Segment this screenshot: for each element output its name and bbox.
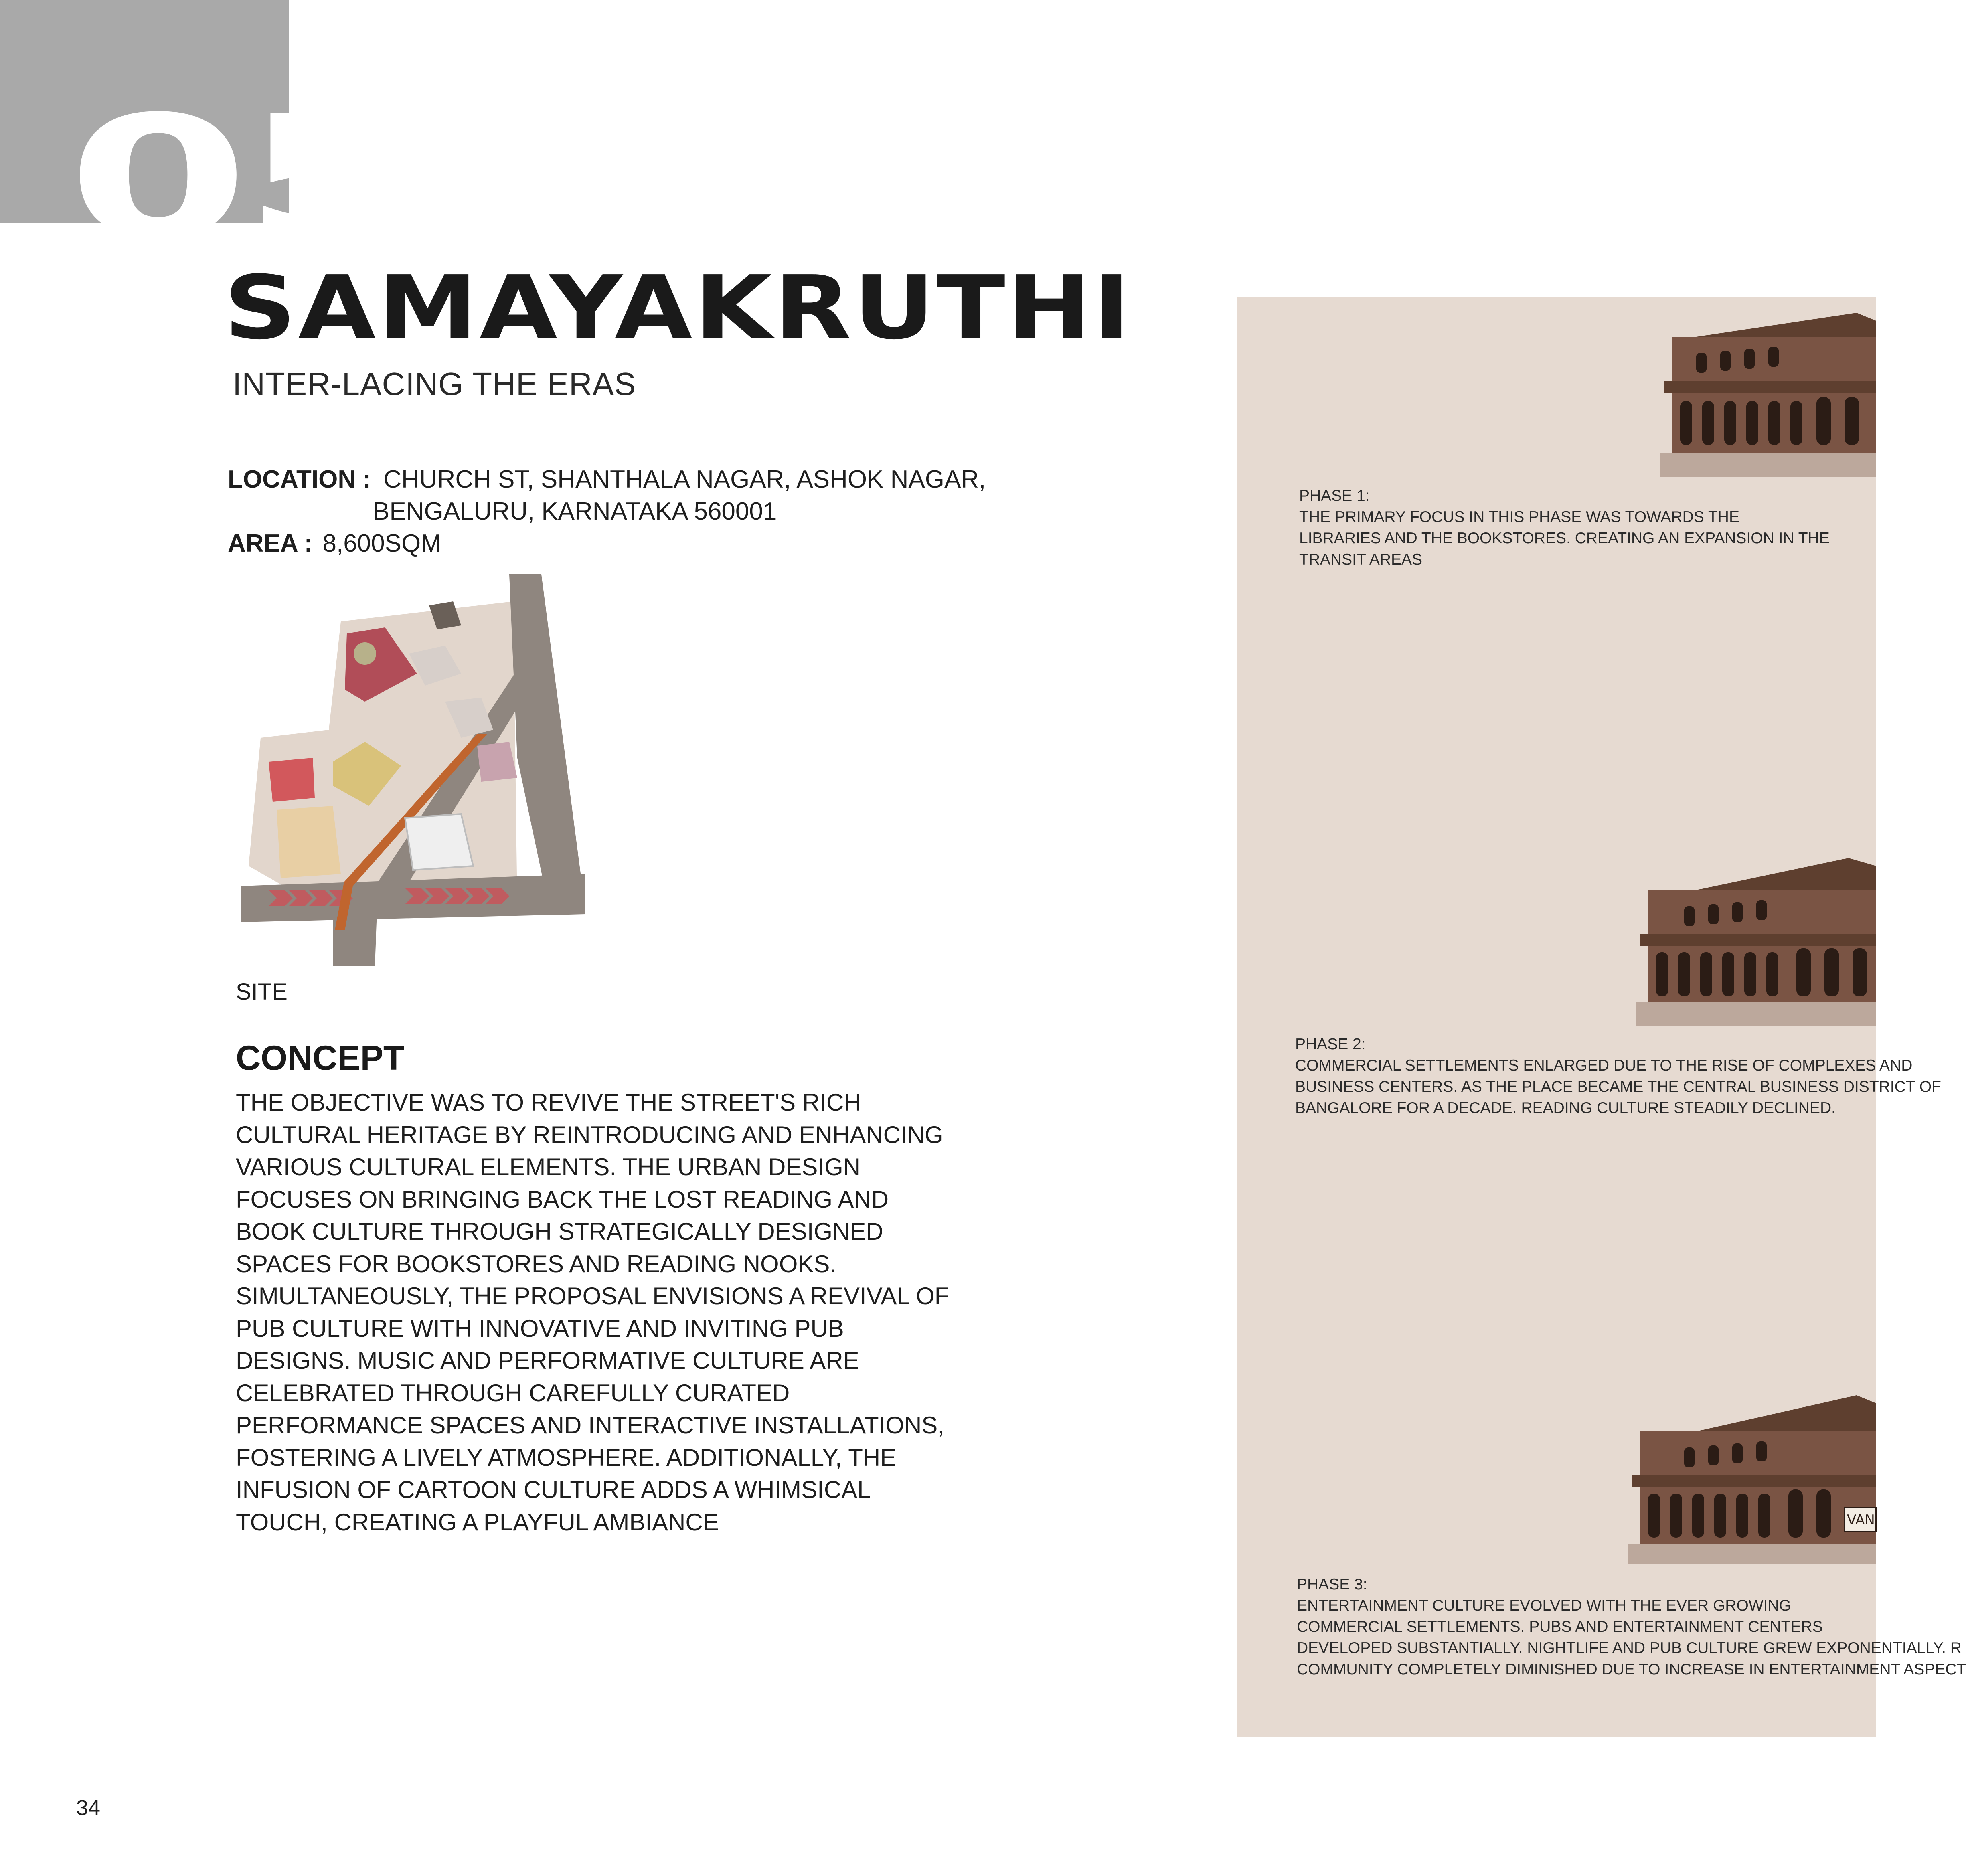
page-number: 34: [76, 1796, 101, 1820]
phase-1-title: PHASE 1:: [1299, 487, 1370, 504]
phase-2-text: [1295, 1034, 1941, 1119]
area-label: AREA :: [228, 530, 313, 557]
area-row: [228, 529, 441, 558]
phase-2-line-1: COMMERCIAL SETTLEMENTS ENLARGED DUE TO THE RISE OF COMPLEXES AND: [1295, 1057, 1913, 1074]
concept-heading: CONCEPT: [236, 1039, 405, 1077]
heritage-building-sketch-phase-2: [1624, 830, 1876, 1038]
phase-2-title: PHASE 2:: [1295, 1036, 1366, 1053]
project-subtitle: INTER-LACING THE ERAS: [233, 366, 636, 402]
site-label: SITE: [236, 979, 288, 1005]
heritage-building-sketch-phase-1: [1648, 281, 1876, 489]
location-label: LOCATION :: [228, 465, 371, 493]
project-title: SAMAYAKRUTHI: [224, 257, 1132, 359]
concept-body: THE OBJECTIVE WAS TO REVIVE THE STREET'S RICH CULTURAL HERITAGE BY REINTRODUCING AND ENHANCING VARIOUS CULTURAL ELEMENTS. THE URBAN DESIGN FOCUSES ON BRINGING BACK THE LOST READING AND BOOK CULTURE THROUGH STRATEGICALLY DESIGNED SPACES FOR BOOKSTORES AND READING NOOKS. SIMULTANEOUSLY, THE PROPOSAL ENVISIONS A REVIVAL OF PUB CULTURE WITH INNOVATIVE AND INVITING PUB DESIGNS. MUSIC AND PERFORMATIVE CULTURE ARE CELEBRATED THROUGH CAREFULLY CURATED PERFORMANCE SPACES AND INTERACTIVE INSTALLATIONS, FOSTERING A LIVELY ATMOSPHERE. ADDITIONALLY, THE INFUSION OF CARTOON CULTURE ADDS A WHIMSICAL TOUCH, CREATING A PLAYFUL AMBIANCE: [236, 1089, 950, 1536]
location-line-2: BENGALURU, KARNATAKA 560001: [373, 498, 777, 525]
phase-3-line-2: COMMERCIAL SETTLEMENTS. PUBS AND ENTERTAINMENT CENTERS: [1297, 1618, 1823, 1635]
phase-3-line-4: COMMUNITY COMPLETELY DIMINISHED DUE TO INCREASE IN ENTERTAINMENT ASPECT: [1297, 1661, 1966, 1678]
project-number: 05: [67, 80, 418, 276]
sketch-sign-text: VAN: [1847, 1512, 1875, 1528]
phase-3-text: [1297, 1574, 1966, 1680]
phase-3-line-1: ENTERTAINMENT CULTURE EVOLVED WITH THE EVER GROWING: [1297, 1597, 1791, 1614]
phase-1-line-3: TRANSIT AREAS: [1299, 551, 1423, 568]
location-line-1: CHURCH ST, SHANTHALA NAGAR, ASHOK NAGAR,: [383, 465, 986, 493]
project-number-block: [0, 0, 418, 276]
location-row: [228, 465, 986, 494]
phase-1-line-1: THE PRIMARY FOCUS IN THIS PHASE WAS TOWARDS THE: [1299, 508, 1739, 526]
phase-1-text: [1299, 485, 1830, 570]
phase-2-line-2: BUSINESS CENTERS. AS THE PLACE BECAME THE CENTRAL BUSINESS DISTRICT OF: [1295, 1078, 1941, 1095]
phase-1-line-2: LIBRARIES AND THE BOOKSTORES. CREATING AN EXPANSION IN THE: [1299, 530, 1830, 547]
phase-2-line-3: BANGALORE FOR A DECADE. READING CULTURE STEADILY DECLINED.: [1295, 1099, 1836, 1117]
site-plan-image: [237, 569, 597, 970]
area-value: 8,600SQM: [322, 530, 441, 557]
heritage-building-sketch-phase-3: [1616, 1371, 1876, 1580]
phase-3-title: PHASE 3:: [1297, 1576, 1367, 1593]
phase-3-line-3: DEVELOPED SUBSTANTIALLY. NIGHTLIFE AND PUB CULTURE GREW EXPONENTIALLY. R: [1297, 1639, 1962, 1657]
